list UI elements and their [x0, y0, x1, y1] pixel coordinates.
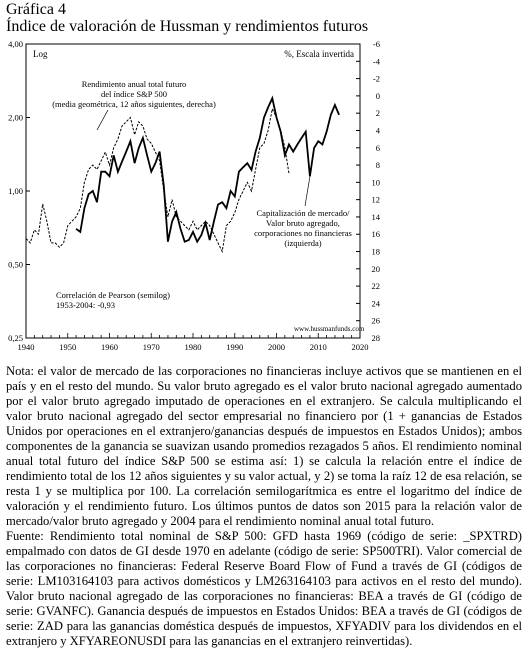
x-tick-label: 1950: [59, 342, 77, 352]
left-tick-label: 0,25: [8, 333, 23, 343]
chart: [0, 36, 528, 362]
x-tick-label: 1940: [17, 342, 35, 352]
x-tick-label: 2000: [268, 342, 285, 352]
right-tick-label: 12: [371, 194, 380, 205]
right-series-label-line-3: (media geométrica, 12 años siguientes, derecha): [52, 99, 216, 109]
left-tick-label: 4,00: [8, 39, 23, 49]
right-tick-label: 20: [371, 263, 380, 274]
right-series-leader: [97, 110, 108, 130]
x-tick-label: 2020: [351, 342, 369, 352]
left-tick-label: 2,00: [8, 112, 23, 123]
right-tick-label: 22: [371, 281, 380, 292]
correlation-line-2: 1953-2004: -0,93: [56, 300, 116, 310]
right-tick-label: -4: [372, 56, 380, 67]
left-series-label-line-2: Valor bruto agregado,: [266, 218, 340, 228]
notes: [6, 364, 522, 649]
series-line-future-return: [26, 109, 289, 252]
figure-label: Gráfica 4: [6, 1, 66, 18]
right-series-label-line-1: Rendimiento anual total futuro: [81, 79, 187, 89]
note-text: Nota: el valor de mercado de las corporaciones no financieras incluye activos que se mantienen en el país y en el resto del mundo. Su valor bruto agregado es el valor bruto nacional agregado aumentado por el valor bruto agregado imputado de operaciones en el extranjero. Se calcula multiplicando el valor bruto nacional agregado del sector empresarial no financiero por (1 + ganancias de Estados Unidos por operaciones en el extranjero/ganancias después de impuestos en Estados Unidos); ambos componentes de la ganancia se suavizan usando promedios rezagados 5 años. El rendimiento nominal anual total futuro del índice S&P 500 se estima así: 1) se calcula la relación entre el índice de rendimiento total de los 12 años siguientes y su valor actual, y 2) se toma la raíz 12 de esa relación, se resta 1 y se multiplica por 100. La correlación semilogarítmica es entre el logaritmo del índice de valoración y el rendimiento futuro. Los últimos puntos de datos son 2015 para la relación valor de mercado/valor bruto agregado y 2004 para el rendimiento nominal anual total futuro.: [6, 364, 522, 528]
x-tick-label: 1990: [226, 342, 244, 352]
right-tick-label: 6: [375, 142, 380, 153]
left-series-label: [254, 208, 352, 248]
x-axis: [18, 333, 369, 352]
right-series-label-line-2: del índice S&P 500: [100, 89, 168, 99]
right-tick-label: 14: [371, 211, 380, 222]
right-tick-label: 18: [371, 246, 380, 257]
right-tick-label: 10: [371, 177, 380, 188]
left-series-leader: [305, 176, 310, 206]
right-tick-label: 8: [375, 160, 380, 171]
left-axis: [8, 39, 30, 343]
left-tick-label: 0,50: [8, 259, 23, 270]
left-series-label-line-4: (izquierda): [284, 238, 322, 248]
source-web: www.hussmanfunds.com: [294, 325, 365, 333]
right-tick-label: 4: [375, 125, 380, 136]
x-tick-label: 1970: [142, 342, 160, 352]
left-series-label-line-3: corporaciones no financieras: [254, 228, 352, 238]
right-tick-label: 2: [375, 108, 380, 119]
correlation-note: [56, 290, 170, 310]
right-tick-label: 24: [371, 298, 380, 309]
left-axis-label: Log: [33, 49, 48, 59]
figure-title: Índice de valoración de Hussman y rendimientos futuros: [6, 18, 369, 35]
right-tick-label: 0: [375, 90, 380, 101]
source-text: Fuente: Rendimiento total nominal de S&P 500: GFD hasta 1969 (código de serie: _SPXTRD) empalmado con datos de GI desde 1970 en adelante (código de serie: SP500TRI). Valor comercial de las corporaciones no financieras: Federal Reserve Board Flow of Fund a través de GI (códigos de serie: LM103164103 para activos domésticos y LM263164103 para activos en el resto del mundo). Valor bruto nacional agregado de las corporaciones no financieras: BEA a través de GI (código de serie: GVANFC). Ganancia después de impuestos en Estados Unidos: BEA a través de GI (códigos de serie: ZAD para las ganancias doméstica después de impuestos, XFYADIV para los dividendos en el extranjero y XFYAREONUSDI para las ganancias en el extranjero reinvertidas).: [6, 529, 522, 648]
correlation-line-1: Correlación de Pearson (semilog): [56, 290, 171, 300]
right-tick-label: 26: [371, 315, 380, 326]
right-tick-label: -2: [372, 73, 380, 84]
left-series-label-line-1: Capitalización de mercado/: [256, 208, 350, 218]
right-series-label: [52, 79, 216, 109]
right-tick-label: 28: [371, 333, 380, 343]
right-tick-label: 16: [371, 229, 380, 240]
x-tick-label: 1960: [101, 342, 118, 352]
x-tick-label: 2010: [309, 342, 327, 352]
right-axis-label: %, Escala invertida: [284, 49, 354, 59]
left-tick-label: 1,00: [8, 186, 23, 196]
x-tick-label: 1980: [184, 342, 202, 352]
right-tick-label: -6: [372, 39, 380, 49]
